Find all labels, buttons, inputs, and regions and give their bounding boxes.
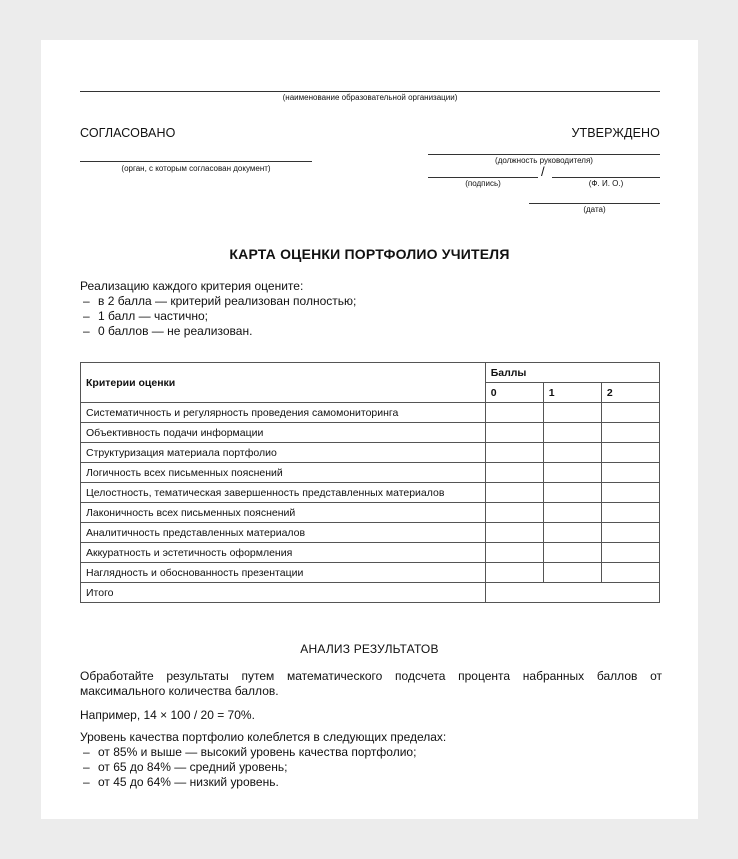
score-2-cell[interactable] (601, 543, 659, 563)
analysis-heading: АНАЛИЗ РЕЗУЛЬТАТОВ (300, 642, 439, 656)
table-row (81, 483, 660, 503)
agreed-label: СОГЛАСОВАНО (80, 126, 176, 140)
score-0-cell[interactable] (485, 503, 543, 523)
criteria-column-header: Критерии оценки (81, 363, 486, 403)
score-0-cell[interactable] (485, 483, 543, 503)
total-value-cell[interactable] (485, 583, 659, 603)
org-name-line (80, 91, 660, 92)
slash-separator: / (541, 164, 545, 179)
criterion-cell: Структуризация материала портфолио (81, 443, 486, 463)
org-name-caption: (наименование образовательной организации) (282, 93, 458, 102)
score-2-cell[interactable] (601, 503, 659, 523)
list-item: – 1 балл — частично; (80, 309, 356, 324)
list-item: – 0 баллов — не реализован. (80, 324, 356, 339)
criterion-cell: Логичность всех письменных пояснений (81, 463, 486, 483)
score-0-cell[interactable] (485, 463, 543, 483)
score-1-cell[interactable] (543, 563, 601, 583)
score-2-cell[interactable] (601, 423, 659, 443)
score-1-cell[interactable] (543, 463, 601, 483)
table-row (81, 543, 660, 563)
criterion-cell: Наглядность и обоснованность презентации (81, 563, 486, 583)
score-0-cell[interactable] (485, 523, 543, 543)
levels-lead: Уровень качества портфолио колеблется в следующих пределах: (80, 730, 447, 744)
table-row (81, 403, 660, 423)
criterion-cell: Объективность подачи информации (81, 423, 486, 443)
score-2-cell[interactable] (601, 443, 659, 463)
table-row (81, 523, 660, 543)
score-1-cell[interactable] (543, 483, 601, 503)
table-row (81, 563, 660, 583)
table-row (81, 463, 660, 483)
criterion-cell: Целостность, тематическая завершенность представленных материалов (81, 483, 486, 503)
table-row (81, 443, 660, 463)
date-caption: (дата) (583, 205, 606, 214)
position-caption: (должность руководителя) (495, 156, 593, 165)
list-item: – от 45 до 64% — низкий уровень. (80, 775, 416, 790)
score-1-cell[interactable] (543, 503, 601, 523)
full-name-line (552, 177, 660, 178)
list-item: – от 85% и выше — высокий уровень качества портфолио; (80, 745, 416, 760)
assessment-table (80, 362, 660, 603)
score-0-cell[interactable] (485, 403, 543, 423)
instructions-lead: Реализацию каждого критерия оцените: (80, 279, 304, 293)
score-0-header: 0 (485, 383, 543, 403)
calculation-example: Например, 14 × 100 / 20 = 70%. (80, 708, 255, 722)
position-line (428, 154, 660, 155)
score-2-cell[interactable] (601, 483, 659, 503)
signature-caption: (подпись) (465, 179, 501, 188)
score-1-cell[interactable] (543, 423, 601, 443)
score-0-cell[interactable] (485, 563, 543, 583)
rating-scale-list (80, 294, 356, 339)
agreed-body-line (80, 161, 312, 162)
table-row (81, 503, 660, 523)
document-title: КАРТА ОЦЕНКИ ПОРТФОЛИО УЧИТЕЛЯ (229, 246, 510, 262)
approved-label: УТВЕРЖДЕНО (571, 126, 660, 140)
total-label-cell: Итого (81, 583, 486, 603)
score-1-cell[interactable] (543, 443, 601, 463)
analysis-paragraph: Обработайте результаты путем математического подсчета процента набранных баллов от максимального количества баллов. (80, 669, 662, 698)
table-row (81, 423, 660, 443)
scores-column-header: Баллы (485, 363, 659, 383)
score-0-cell[interactable] (485, 443, 543, 463)
agreed-body-caption: (орган, с которым согласован документ) (121, 164, 271, 173)
table-total-row (81, 583, 660, 603)
score-2-cell[interactable] (601, 563, 659, 583)
score-2-cell[interactable] (601, 523, 659, 543)
score-0-cell[interactable] (485, 423, 543, 443)
document-page (41, 40, 698, 819)
score-1-cell[interactable] (543, 403, 601, 423)
criterion-cell: Аналитичность представленных материалов (81, 523, 486, 543)
criterion-cell: Аккуратность и эстетичность оформления (81, 543, 486, 563)
quality-levels-list (80, 745, 416, 790)
score-2-cell[interactable] (601, 463, 659, 483)
list-item: – в 2 балла — критерий реализован полностью; (80, 294, 356, 309)
score-2-header: 2 (601, 383, 659, 403)
date-line (529, 203, 660, 204)
score-1-cell[interactable] (543, 543, 601, 563)
score-2-cell[interactable] (601, 403, 659, 423)
signature-line (428, 177, 538, 178)
criterion-cell: Лаконичность всех письменных пояснений (81, 503, 486, 523)
table-header-row (81, 363, 660, 383)
list-item: – от 65 до 84% — средний уровень; (80, 760, 416, 775)
score-1-header: 1 (543, 383, 601, 403)
score-1-cell[interactable] (543, 523, 601, 543)
full-name-caption: (Ф. И. О.) (588, 179, 624, 188)
score-0-cell[interactable] (485, 543, 543, 563)
criterion-cell: Систематичность и регулярность проведения самомониторинга (81, 403, 486, 423)
